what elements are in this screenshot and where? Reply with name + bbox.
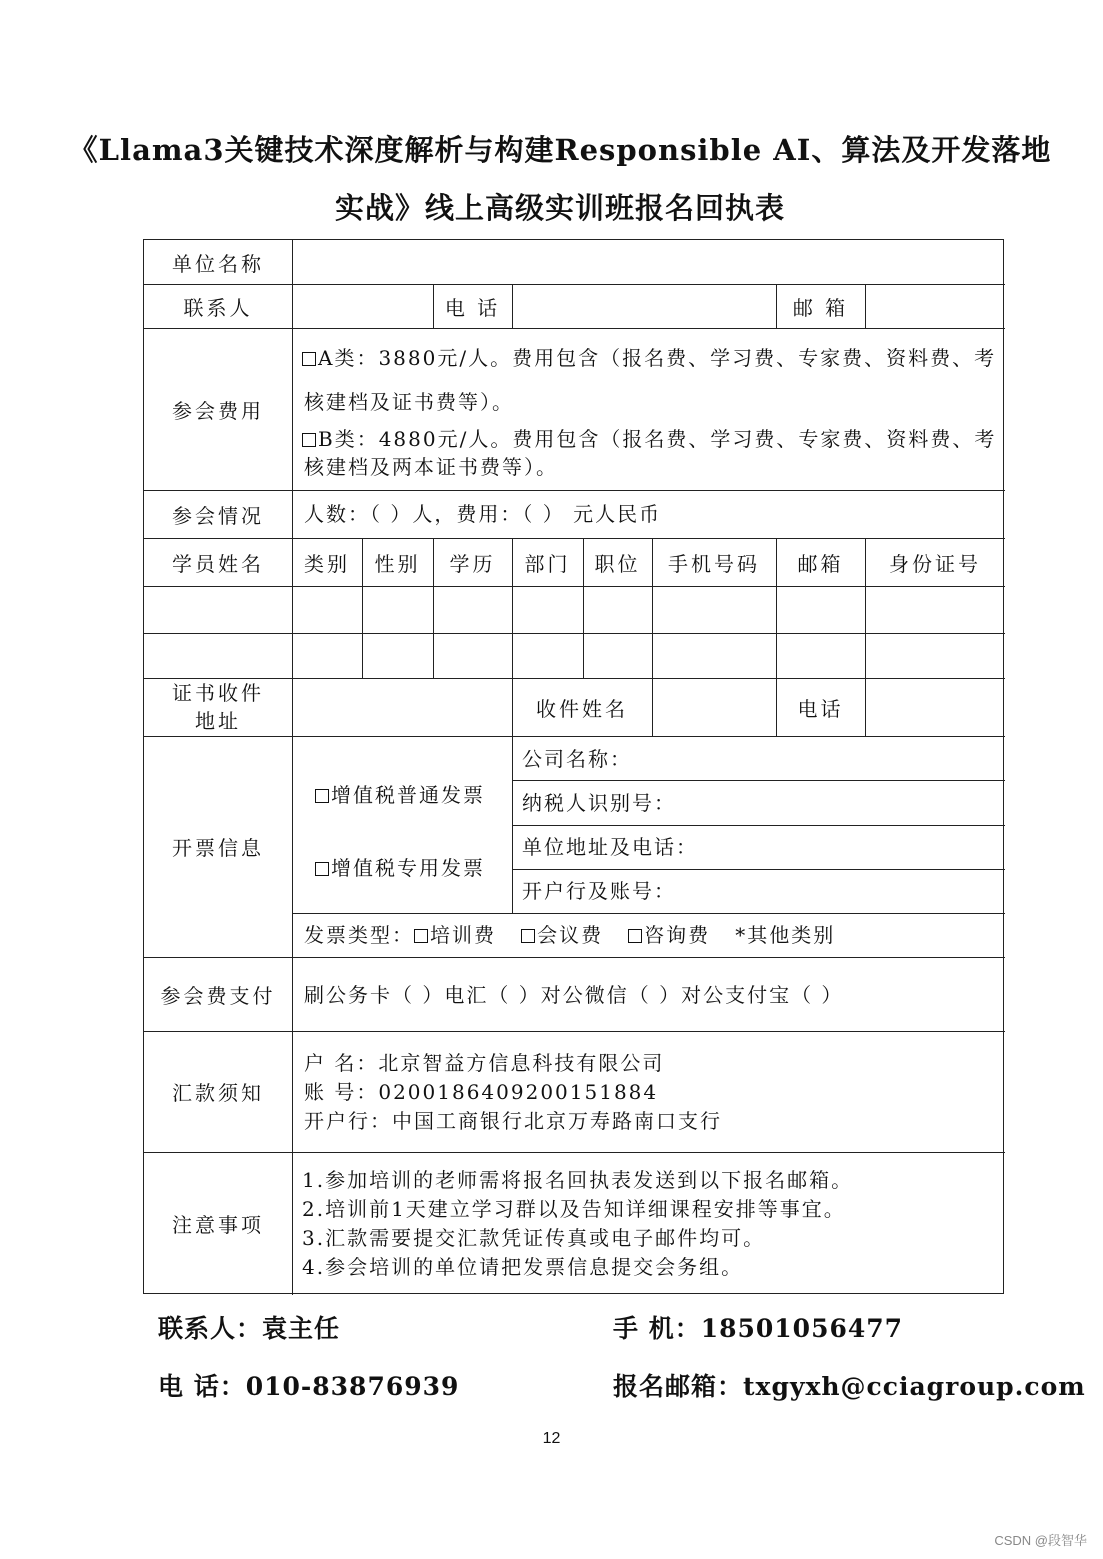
col-header-id-number: 身份证号 (889, 551, 981, 576)
table-row[interactable] (144, 586, 1005, 633)
cert-address-field[interactable] (293, 678, 512, 736)
remit-account-number: 账 号：0200186409200151884 (304, 1080, 659, 1104)
col-header-mobile: 手机号码 (668, 551, 760, 576)
form-title-line-1: 《Llama3关键技术深度解析与构建Responsible AI、算法及开发落地 (68, 133, 1052, 167)
checkbox-icon (302, 433, 316, 447)
form-title-line-2: 实战》线上高级实训班报名回执表 (334, 191, 785, 225)
fee-option-b[interactable] (302, 429, 996, 449)
col-header-education: 学历 (449, 551, 496, 576)
invoice-type-meeting: 会议费 (537, 923, 604, 947)
checkbox-icon (302, 352, 316, 366)
note-4: 4.参会培训的单位请把发票信息提交会务组。 (302, 1255, 744, 1279)
fee-a-text: A类：3880元/人。费用包含（报名费、学习费、专家费、资料费、考 (318, 346, 997, 370)
phone-label: 电 话 (444, 295, 501, 320)
invoice-type-row (304, 925, 835, 945)
col-header-department: 部门 (524, 551, 571, 576)
invoice-label: 开票信息 (172, 836, 264, 860)
company-name-field[interactable]: 公司名称： (522, 747, 632, 771)
col-header-email: 邮箱 (797, 551, 844, 576)
contact-label: 联系人 (183, 295, 253, 320)
email-field[interactable] (866, 284, 1005, 328)
invoice-type-other: *其他类别 (735, 923, 836, 947)
attendance-text[interactable]: 人数：（ ）人，费用：（ ） 元人民币 (304, 502, 662, 526)
page-number: 12 (542, 1430, 561, 1447)
recipient-phone-label: 电话 (797, 696, 844, 721)
recipient-phone-field[interactable] (866, 678, 1005, 736)
fee-option-a[interactable] (302, 348, 996, 368)
notes-label: 注意事项 (172, 1213, 264, 1237)
phone-field[interactable] (513, 284, 776, 328)
fee-b-text: B类：4880元/人。费用包含（报名费、学习费、专家费、资料费、考 (318, 427, 997, 451)
note-3: 3.汇款需要提交汇款凭证传真或电子邮件均可。 (302, 1226, 766, 1250)
cert-address-label-line2: 地址 (195, 709, 241, 733)
remit-bank: 开户行：中国工商银行北京万寿路南口支行 (304, 1109, 722, 1133)
fee-label: 参会费用 (172, 398, 264, 423)
payment-options[interactable]: 刷公务卡（ ）电汇（ ）对公微信（ ）对公支付宝（ ） (304, 983, 844, 1007)
fee-a-text-cont: 核建档及证书费等）。 (304, 390, 514, 414)
vat-normal-option[interactable] (315, 785, 485, 805)
recipient-name-label: 收件姓名 (536, 696, 628, 721)
col-header-name: 学员姓名 (172, 551, 264, 576)
checkbox-icon (315, 862, 329, 876)
table-row[interactable] (144, 633, 1005, 678)
invoice-type-training: 培训费 (430, 923, 496, 947)
cert-address-label-line1: 证书收件 (172, 681, 264, 705)
registration-form-table (143, 239, 1004, 1294)
checkbox-icon[interactable] (414, 929, 428, 943)
remit-label: 汇款须知 (172, 1081, 264, 1105)
checkbox-icon[interactable] (521, 929, 535, 943)
vat-normal-text: 增值税普通发票 (331, 783, 485, 807)
footer-mobile: 手 机：18501056477 (613, 1314, 904, 1343)
cert-address-label (144, 678, 292, 736)
invoice-type-label: 发票类型： (304, 923, 414, 947)
col-header-gender: 性别 (374, 551, 421, 576)
invoice-type-consulting: 咨询费 (644, 923, 711, 947)
fee-b-text-cont: 核建档及两本证书费等）。 (304, 455, 558, 479)
unit-name-label: 单位名称 (172, 251, 264, 276)
unit-name-field[interactable] (293, 240, 1005, 284)
col-header-position: 职位 (594, 551, 641, 576)
vat-special-text: 增值税专用发票 (331, 856, 485, 880)
email-label: 邮 箱 (792, 295, 849, 320)
checkbox-icon (315, 789, 329, 803)
vat-special-option[interactable] (315, 858, 485, 878)
note-2: 2.培训前1天建立学习群以及告知详细课程安排等事宜。 (302, 1197, 846, 1221)
contact-field[interactable] (293, 284, 433, 328)
note-1: 1.参加培训的老师需将报名回执表发送到以下报名邮箱。 (302, 1168, 854, 1192)
bank-account-field[interactable]: 开户行及账号： (522, 879, 676, 903)
attendance-label: 参会情况 (172, 503, 264, 528)
footer-email[interactable]: 报名邮箱：txgyxh@cciagroup.com (613, 1372, 1086, 1401)
tax-id-field[interactable]: 纳税人识别号： (522, 791, 676, 815)
footer-phone: 电 话：010-83876939 (158, 1372, 460, 1401)
address-phone-field[interactable]: 单位地址及电话： (522, 835, 698, 859)
remit-account-name: 户 名：北京智益方信息科技有限公司 (304, 1051, 665, 1075)
col-header-category: 类别 (304, 551, 350, 576)
watermark: CSDN @段智华 (994, 1533, 1087, 1548)
recipient-name-field[interactable] (653, 678, 776, 736)
footer-contact: 联系人：袁主任 (158, 1314, 341, 1343)
checkbox-icon[interactable] (628, 929, 642, 943)
payment-label: 参会费支付 (160, 983, 276, 1008)
